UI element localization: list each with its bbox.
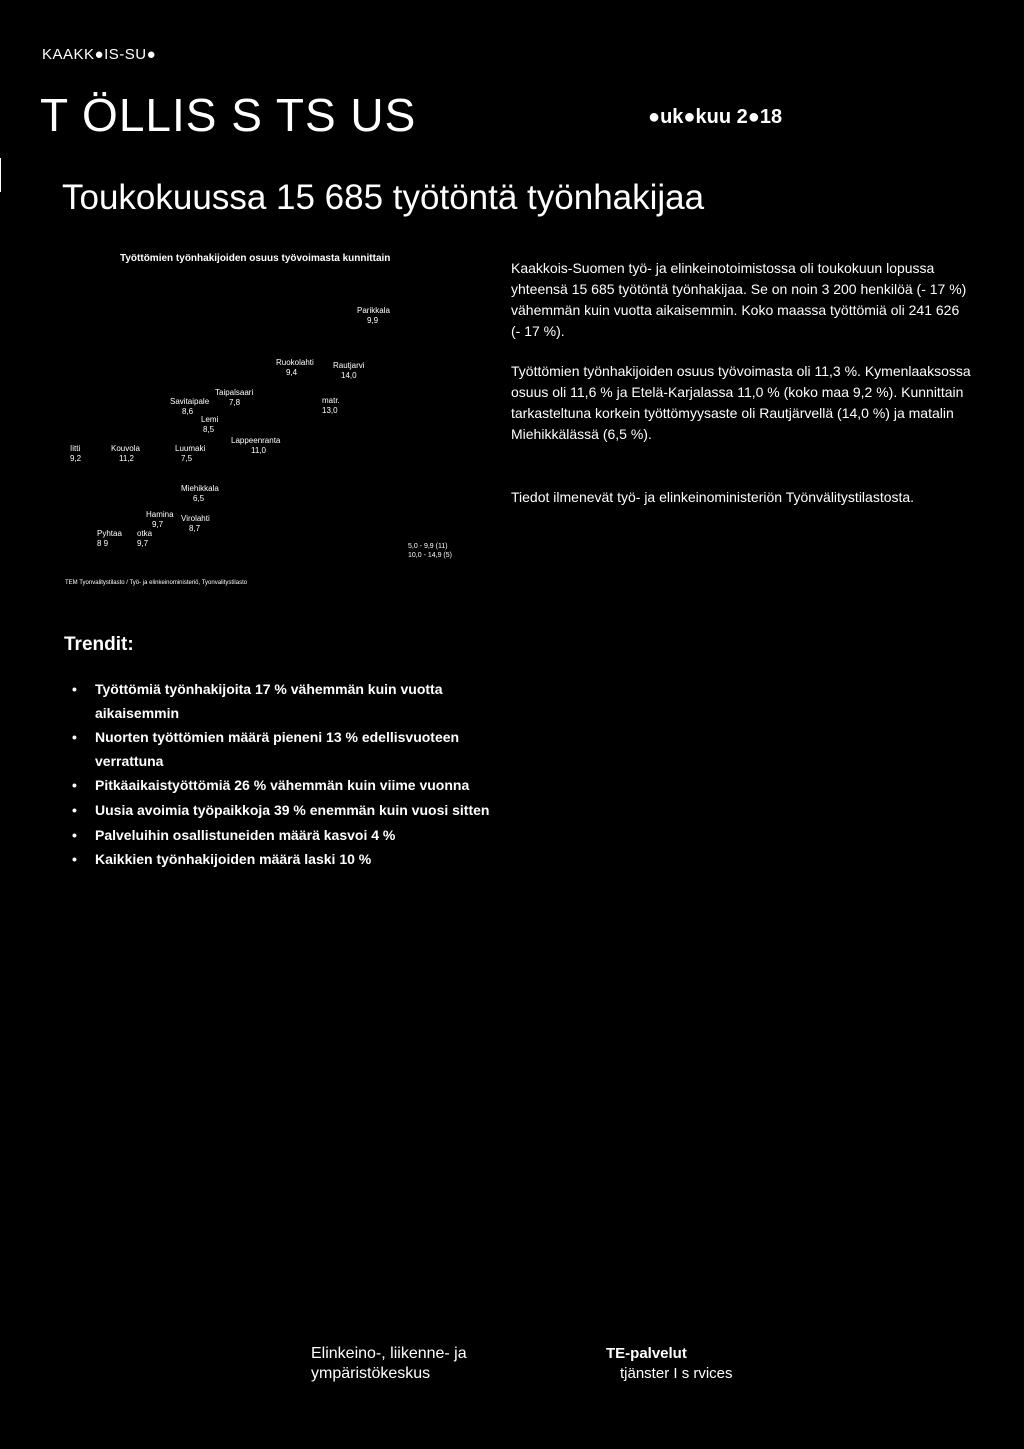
map-label-lemi: Lemi 8,5 xyxy=(201,415,219,434)
trend-item: • Työttömiä työnhakijoita 17 % vähemmän kuin vuotta aikaisemmin xyxy=(64,678,504,725)
trend-item: • Palveluihin osallistuneiden määrä kasvoi 4 % xyxy=(64,824,504,848)
te-services-logo-text: TE-palvelut tjänster I s rvices xyxy=(606,1345,733,1382)
map-source: TEM Tyonvalitystilasto / Työ- ja elinkeinoministeriö, Tyonvalitystilasto xyxy=(65,580,248,586)
map-label-pyhtaa: Pyhtaa 8 9 xyxy=(97,529,122,548)
map-label-iitti: Iitti 9,2 xyxy=(70,444,82,463)
trend-item: • Nuorten työttömien määrä pieneni 13 % edellisvuoteen verrattuna xyxy=(64,726,504,773)
edge-mark xyxy=(0,158,1,192)
map-label-kotka: otka 9,7 xyxy=(137,529,153,548)
map-label-parikkala: Parikkala 9,9 xyxy=(357,306,390,325)
bullet-icon: • xyxy=(72,826,77,843)
map-label-rautjarvi: Rautjarvi 14,0 xyxy=(333,361,365,380)
map-label-savitaipale: Savitaipale 8,6 xyxy=(170,397,210,416)
trend-item: • Uusia avoimia työpaikkoja 39 % enemmän kuin vuosi sitten xyxy=(64,799,504,823)
map-label-miehikkala: Miehikkala 6,5 xyxy=(181,484,219,503)
publication-date: ●uk●kuu 2●18 xyxy=(648,106,783,128)
region-label: KAAKK●IS-SU● xyxy=(42,46,157,63)
publication-banner: T ÖLLIS S TS US xyxy=(40,89,417,141)
map-label-imatra: matr. 13,0 xyxy=(322,396,340,415)
bullet-icon: • xyxy=(72,729,77,746)
summary-paragraph: Kaakkois-Suomen työ- ja elinkeinotoimistossa oli toukokuun lopussa yhteensä 15 685 työtöntä työnhakijaa. Se on noin 3 200 henkilöä (- 17 %) vähemmän kuin vuotta aikaisemmin. Koko maassa työttömiä oli 241 626 (- 17 %). xyxy=(511,260,967,339)
bullet-icon: • xyxy=(72,777,77,794)
map-label-taipalsaari: Taipalsaari 7,8 xyxy=(215,388,254,407)
rate-paragraph: Työttömien työnhakijoiden osuus työvoimasta oli 11,3 %. Kymenlaaksossa osuus oli 11,6 % ja Etelä-Karjalassa 11,0 % (koko maa 9,2 %). Kunnittain tarkasteltuna korkein työttömyysaste oli Rautjärvellä (14,0 %) ja matalin Miehikkälässä (6,5 %). xyxy=(511,363,971,442)
map-legend-item-low: 5,0 - 9,9 (11) xyxy=(408,543,448,550)
map-label-luumaki: Luumaki 7,5 xyxy=(175,444,206,463)
map-label-lappeenranta: Lappeenranta 11,0 xyxy=(231,436,281,455)
bullet-icon: • xyxy=(72,681,77,697)
map-label-kouvola: Kouvola 11,2 xyxy=(111,444,140,463)
page-headline: Toukokuussa 15 685 työtöntä työnhakijaa xyxy=(62,178,705,217)
bullet-icon: • xyxy=(72,801,77,818)
map-legend-item-high: 10,0 - 14,9 (5) xyxy=(408,552,452,559)
map-title: Työttömien työnhakijoiden osuus työvoimasta kunnittain xyxy=(120,253,391,264)
source-paragraph: Tiedot ilmenevät työ- ja elinkeinoministeriön Työnvälitystilastosta. xyxy=(511,489,915,505)
trend-item: • Kaikkien työnhakijoiden määrä laski 10 % xyxy=(64,848,504,872)
map-label-ruokolahti: Ruokolahti 9,4 xyxy=(276,358,314,377)
trends-list xyxy=(64,678,504,873)
trend-item: • Pitkäaikaistyöttömiä 26 % vähemmän kuin viime vuonna xyxy=(64,774,504,798)
bullet-icon: • xyxy=(72,851,77,868)
map-label-virolahti: Virolahti 8,7 xyxy=(181,514,210,533)
map-label-hamina: Hamina 9,7 xyxy=(146,510,174,529)
ely-centre-logo-text: Elinkeino-, liikenne- ja ympäristökeskus xyxy=(311,1345,467,1382)
trends-title: Trendit: xyxy=(64,634,134,655)
